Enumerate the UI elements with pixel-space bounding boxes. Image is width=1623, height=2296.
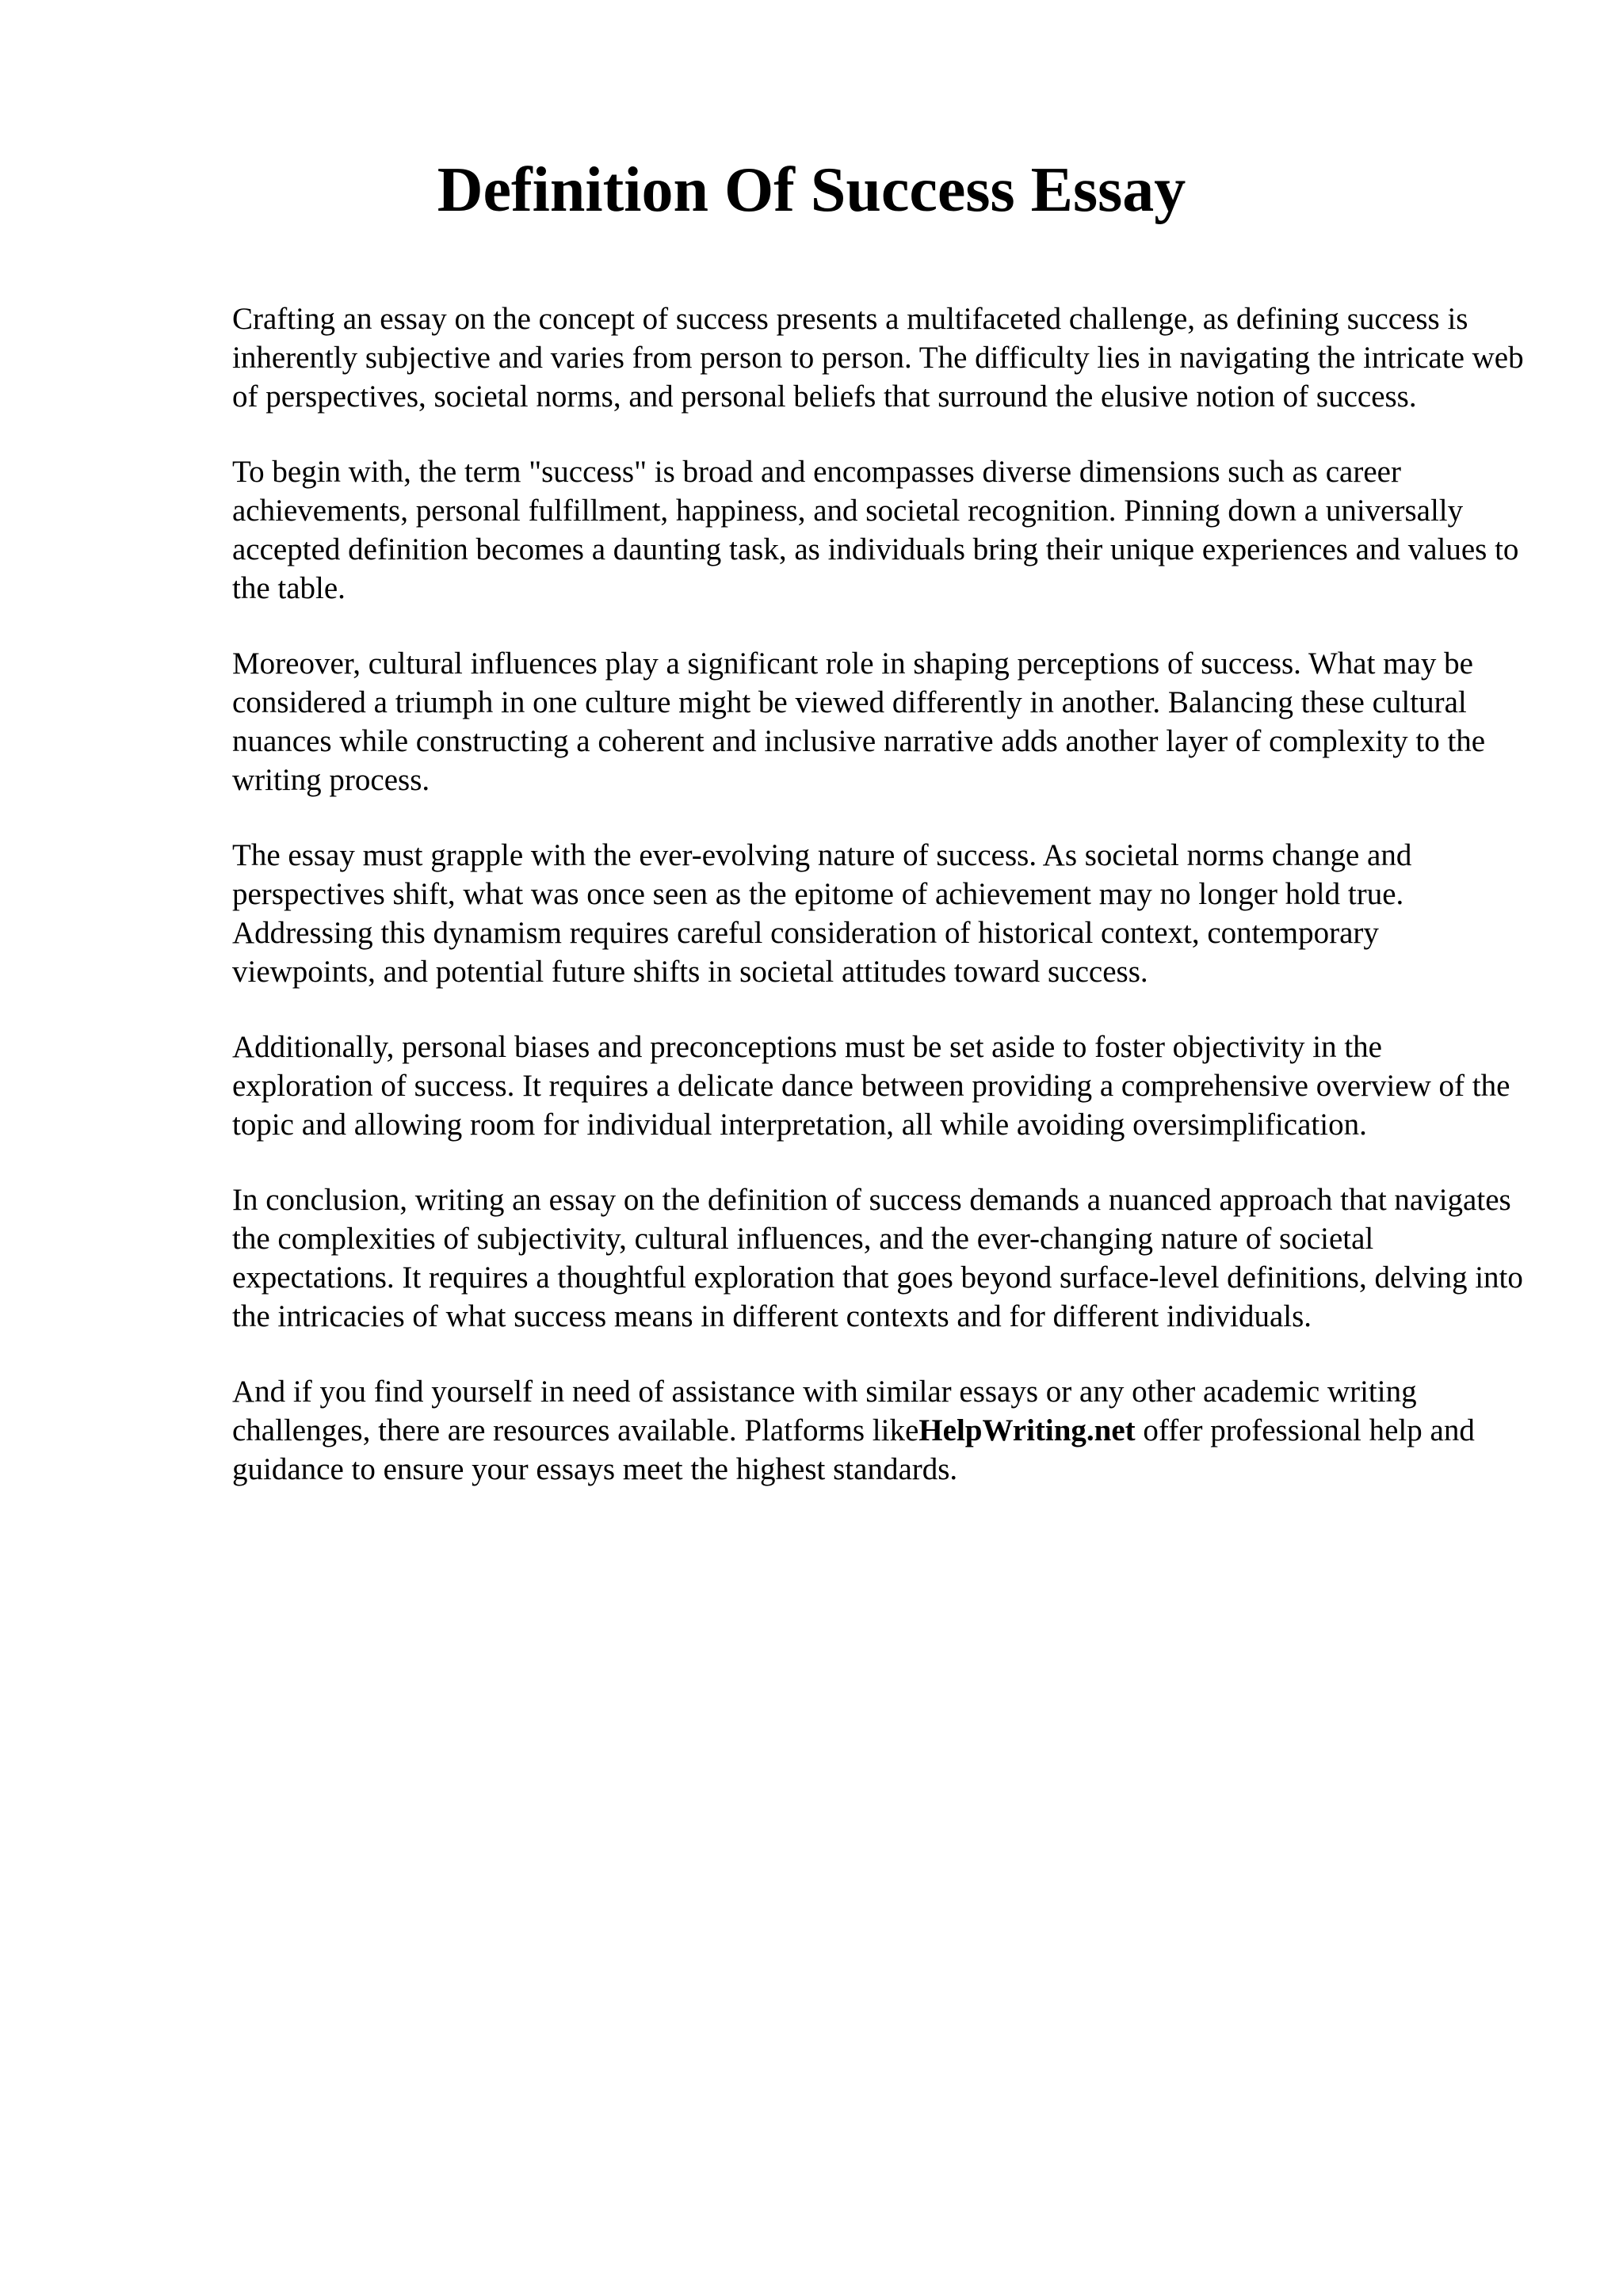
paragraph-3: Moreover, cultural influences play a significant role in shaping perceptions of success. What may be considered a triumph in one culture might be viewed differently in another. Balancing these cultural nuances while constructing a coherent and inclusive narrative adds another layer of complexity to the writing process.	[232, 646, 1486, 797]
closing-text-after: offer professional help and guidance to ensure your essays meet the highest standards.	[232, 1413, 1475, 1486]
paragraph-6: In conclusion, writing an essay on the definition of success demands a nuanced approach that navigates the complexities of subjectivity, cultural influences, and the ever-changing nature of societal expectations. It requires a thoughtful exploration that goes beyond surface-level definitions, delving into the intricacies of what success means in different contexts and for different individuals.	[232, 1183, 1523, 1333]
paragraph-4: The essay must grapple with the ever-evolving nature of success. As societal norms change and perspectives shift, what was once seen as the epitome of achievement may no longer hold true. Addressing this dynamism requires careful consideration of historical context, contemporary viewpoints, and potential future shifts in societal attitudes toward success.	[232, 838, 1412, 989]
page-title: Definition Of Success Essay	[437, 155, 1186, 225]
closing-text-before: And if you find yourself in need of assistance with similar essays or any other academic writing challenges, there are resources available. Platforms like	[232, 1375, 1417, 1447]
paragraph-5: Additionally, personal biases and preconceptions must be set aside to foster objectivity in the exploration of success. It requires a delicate dance between providing a comprehensive overview of the topic and allowing room for individual interpretation, all while avoiding oversimplification.	[232, 1030, 1510, 1142]
paragraph-1: Crafting an essay on the concept of success presents a multifaceted challenge, as defining success is inherently subjective and varies from person to person. The difficulty lies in navigating the intricate web of perspectives, societal norms, and personal beliefs that surround the elusive notion of success.	[232, 302, 1524, 414]
brand-name: HelpWriting.net	[918, 1413, 1136, 1447]
essay-body	[232, 299, 1524, 1525]
closing-paragraph	[232, 1372, 1524, 1489]
paragraph-2: To begin with, the term "success" is broad and encompasses diverse dimensions such as career achievements, personal fulfillment, happiness, and societal recognition. Pinning down a universally accepted definition becomes a daunting task, as individuals bring their unique experiences and values to the table.	[232, 455, 1519, 605]
